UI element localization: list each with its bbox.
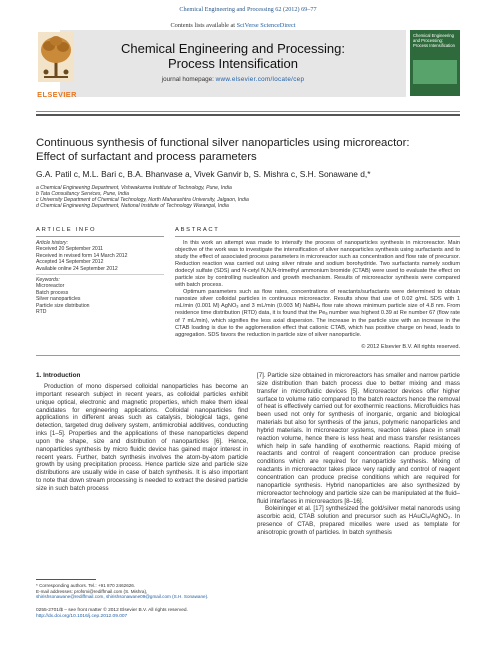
journal-cover-title: Chemical Engineering and Processing: Process Intensification bbox=[413, 33, 455, 48]
keywords-rule bbox=[36, 274, 164, 275]
article-history bbox=[36, 240, 164, 272]
introduction-heading: 1. Introduction bbox=[36, 372, 81, 379]
keywords-block bbox=[36, 277, 164, 315]
footnote-rule bbox=[36, 579, 96, 580]
article-info-heading: ARTICLE INFO bbox=[36, 227, 97, 233]
abstract-paragraph-1: In this work an attempt was made to intensify the process of nanoparticles synthesis in microreactor. Main objective of the work was to investigate the intensification of silver nanoparticles synthesis using surfactants and to study the effect of associated process parameters in microreactor such as concentration and flow rate of precursor. Reduction reaction was carried out using silver nitrate and sodium borohydride. Two surfactants namely sodium dodecyl sulfate (SDS) and N-cetyl N,N,N-trimethyl ammonium bromide (CTAB) were used to evaluate the effect on particle size by controlling nucleation and growth mechanism. Results of microreactor synthesis were compared with batch process. bbox=[175, 240, 460, 289]
journal-cover-strip bbox=[413, 60, 457, 84]
article-title-line2: Effect of surfactant and process parameters bbox=[36, 150, 257, 163]
sciencedirect-link[interactable]: SciVerse ScienceDirect bbox=[236, 22, 296, 29]
keyword-item: Microreactor bbox=[36, 283, 65, 290]
affiliation-d: d Chemical Engineering Department, National Institute of Technology Warangal, India bbox=[36, 203, 229, 209]
intro-paragraph-2: [7]. Particle size obtained in microreactors has smaller and narrow particle size distribution than batch process due to better mixing and mass transfer in microfluidic devices [5]. Microreactor devices offer higher surface to volume ratio compared to the batch reactors hence the removal of heat is effectively carried out for exothermic reactions. Microfluidics has been used not only for synthesis of inorganic, organic and biological materials but also for synthesis of the janus, polymeric nanoparticles and hybrid materials. In microreactor systems, reaction takes place in small reaction volume, hence there is less heat and mass transfer resistances which help in safe handling of exothermic reactions. Rapid mixing of reactants and control of reagent concentration can produce precise conditions which are required for nanoparticle synthesis. Mixing of reactants in microreactor takes place very rapidly and control of reagent concentration can produce precise conditions which are required for nanoparticle synthesis. Hybrid nanoparticles are also synthesized by microreactor technology and particle size can be manipulated at the fluid–fluid interfaces in microreactors [8–16]. bbox=[257, 372, 460, 505]
contents-line bbox=[60, 22, 406, 29]
abstract-paragraph-2: Optimum parameters such as flow rates, concentrations of reactants/surfactants were determined to obtain nanosize silver colloidal particles in continuous microreactor. Results show that use of 0.02 g/mL SDS with 1 mL/min (0.001 M) AgNO₃ and 3 mL/min (0.003 M) NaBH₄ flow rate shows minimum particle size of 4.8 nm. From residence time distribution (RTD) data, it is found that the Peₐ number was highest 0.39 at Re number 67 (flow rate of 7 mL/min), which signifies the less axial dispersion. The increase in the particle size with an increase in the CTAB loading is due to the agglomeration effect that cationic CTAB, which has positive charge on head, leads to aggregation. SDS favors the reduction in particle size of silver nanoparticle. bbox=[175, 289, 460, 338]
intro-right-column bbox=[257, 372, 460, 537]
keyword-item: Silver nanoparticles bbox=[36, 296, 81, 303]
abstract-rule bbox=[175, 236, 460, 237]
keyword-item: Particle size distribution bbox=[36, 302, 90, 309]
contents-prefix: Contents lists available at bbox=[170, 22, 237, 29]
keywords-label: Keywords: bbox=[36, 277, 60, 283]
history-received: Received 20 September 2011 bbox=[36, 246, 104, 253]
banner-rule-bottom bbox=[36, 114, 460, 116]
history-label: Article history: bbox=[36, 240, 68, 246]
history-revised: Received in revised form 14 March 2012 bbox=[36, 252, 128, 259]
intro-paragraph-1: Production of mono dispersed colloidal nanoparticles has become an important research subject in recent years, as colloidal particles exhibit unique optical, electronic and magnetic properties, which make them ideal candidates for engineering applications. Colloidal nanoparticles find applications in different areas such as catalysis, biological tags, gene detection, targeted drug delivery system, antimicrobial additives, conducting inks [1–5]. Properties and the applications of these nanoparticles depend upon the shape, size and distribution of nanoparticles [6]. Hence, nanoparticles synthesis by micro fluidic device has gained major interest in recent years. Further, batch synthesis involves the atom-by-atom particle growth by using precipitation process. Hence particle size and particle size distributions are usually wide in case of batch synthesis. It is also important to note that down stream processing is needed to extract the desired particle size in such batch process bbox=[36, 383, 248, 492]
footnote-line-2: E-mail addresses: profsmi@rediffmail.com (S. Mishra), bbox=[36, 588, 148, 594]
journal-name bbox=[80, 42, 386, 71]
abstract-bottom-rule bbox=[36, 355, 460, 356]
intro-paragraph-3: Boleininger et al. [17] synthesized the gold/silver metal nanorods using ascorbic acid, CTAB solution and precursor such as HAuCl₄/AgNO₃. In presence of CTAB, prepared micelles were used as template for anisotropic growth of particles. In batch synthesis bbox=[257, 505, 460, 536]
page-footer bbox=[36, 608, 336, 620]
keyword-item: RTD bbox=[36, 309, 47, 316]
history-accepted: Accepted 14 September 2012 bbox=[36, 259, 104, 266]
affiliation-c: c University Department of Chemical Technology, North Maharashtra University, Jalgaon, India bbox=[36, 197, 249, 203]
abstract-copyright: © 2012 Elsevier B.V. All rights reserved. bbox=[361, 344, 460, 350]
article-title-line1: Continuous synthesis of functional silver nanoparticles using microreactor: bbox=[36, 137, 410, 149]
journal-name-line1: Chemical Engineering and Processing: bbox=[120, 41, 345, 56]
affiliation-b: b Tata Consultancy Services, Pune, India bbox=[36, 191, 129, 197]
footnote-email-link[interactable]: shirishsonawane@rediffmail.com, shirishsonawane09@gmail.com (S.H. Sonawane). bbox=[36, 594, 209, 600]
doi-link[interactable]: http://dx.doi.org/10.1016/j.cep.2012.09.007 bbox=[36, 614, 128, 619]
history-online: Available online 24 September 2012 bbox=[36, 265, 118, 272]
keyword-item: Batch process bbox=[36, 289, 69, 296]
footnote-line-1: * Corresponding authors. Tel.: +91 870 2462626. bbox=[36, 583, 136, 588]
homepage-link[interactable]: www.elsevier.com/locate/cep bbox=[215, 76, 305, 83]
journal-name-line2: Process Intensification bbox=[167, 55, 299, 71]
publisher-name: ELSEVIER bbox=[37, 90, 77, 99]
banner-rule-top bbox=[36, 111, 460, 112]
article-title bbox=[36, 137, 460, 164]
article-info-rule bbox=[36, 236, 164, 237]
journal-homepage bbox=[80, 76, 386, 83]
corresponding-author-footnote bbox=[36, 583, 248, 600]
issn-line: 0255-2701/$ – see front matter © 2012 Elsevier B.V. All rights reserved. bbox=[36, 608, 188, 613]
homepage-prefix: journal homepage: bbox=[161, 76, 216, 83]
affiliation-a: a Chemical Engineering Department, Vishwakarma Institute of Technology, Pune, India bbox=[36, 185, 232, 191]
abstract-body bbox=[175, 240, 460, 339]
author-list: G.A. Patil c, M.L. Bari c, B.A. Bhanvase a, Vivek Ganvir b, S. Mishra c, S.H. Sonawane d,* bbox=[36, 169, 371, 179]
intro-left-column bbox=[36, 383, 248, 493]
abstract-heading: ABSTRACT bbox=[175, 227, 220, 233]
running-header: Chemical Engineering and Processing 62 (2012) 69–77 bbox=[179, 6, 317, 13]
elsevier-tree-logo bbox=[36, 30, 76, 80]
